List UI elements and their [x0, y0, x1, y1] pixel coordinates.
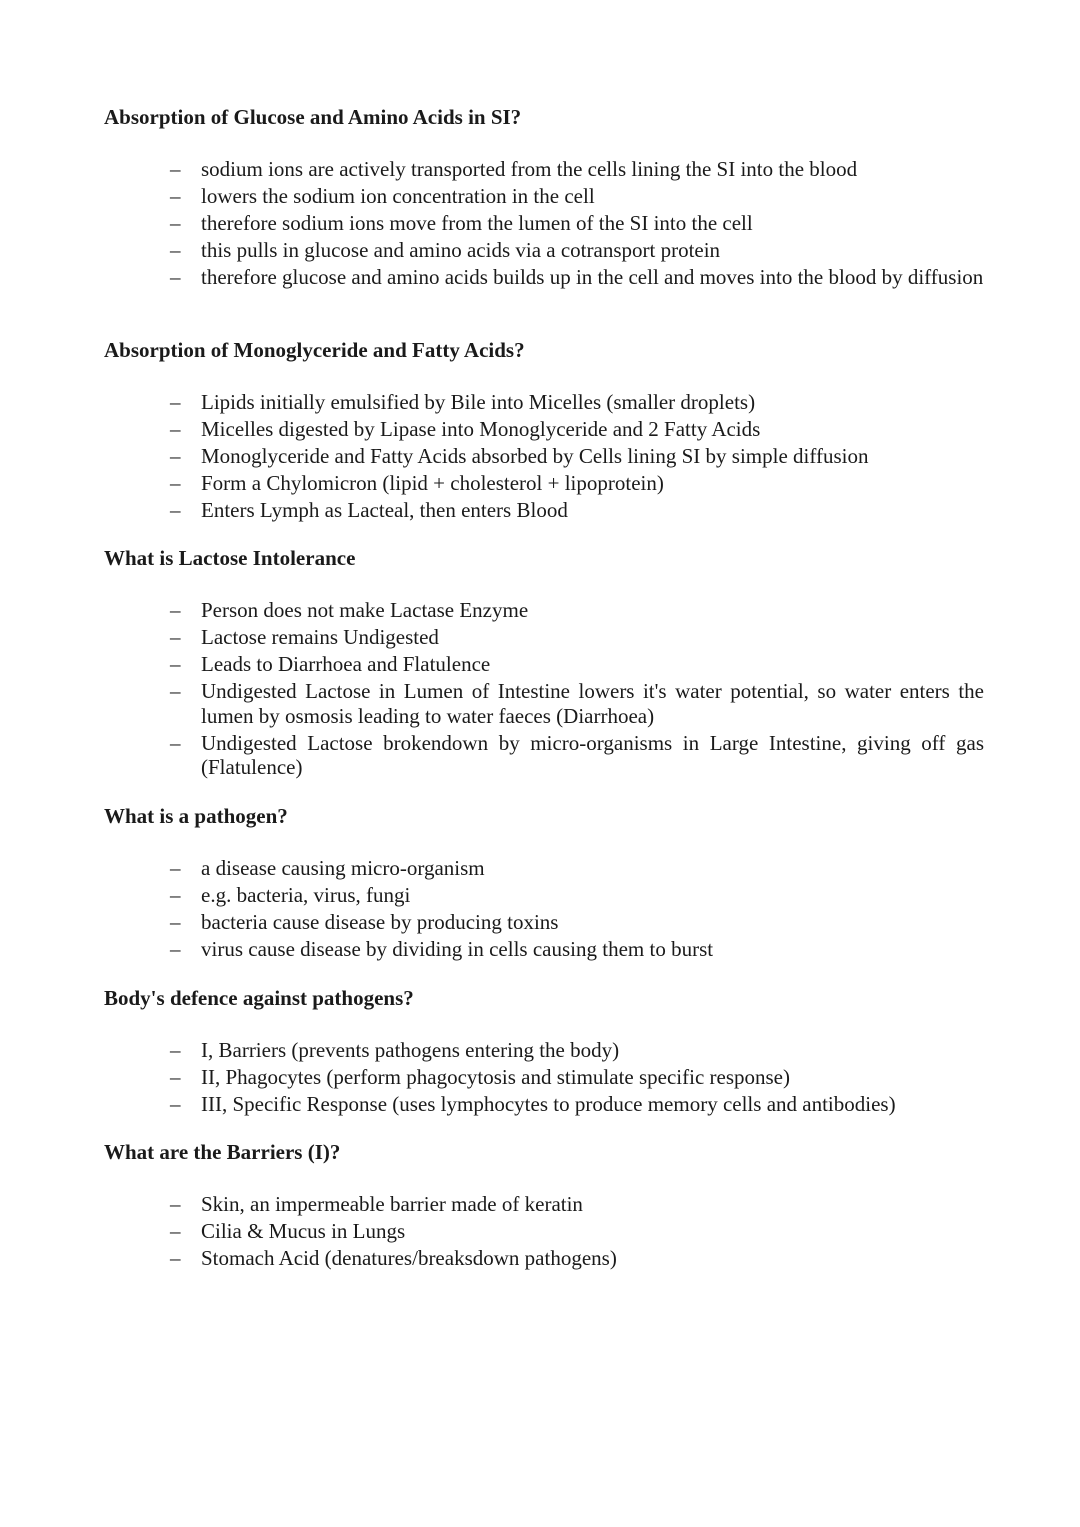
- list-item: [104, 598, 984, 623]
- list-item-text: a disease causing micro-organism: [201, 856, 485, 880]
- section-heading: What is Lactose Intolerance: [104, 546, 356, 570]
- list-item: [104, 238, 984, 263]
- list-item: [104, 679, 984, 728]
- list-item: [104, 417, 984, 442]
- list-item: [104, 1092, 984, 1117]
- bullet-dash: –: [170, 625, 181, 649]
- list-item-text: lowers the sodium ion concentration in the cell: [201, 184, 595, 208]
- list-item-text: sodium ions are actively transported from the cells lining the SI into the blood: [201, 157, 858, 181]
- section-pathogen-definition: [104, 803, 984, 964]
- list-item: [104, 498, 984, 523]
- list-item: [104, 265, 984, 290]
- list-item: [104, 625, 984, 650]
- bullet-dash: –: [170, 444, 181, 468]
- list-item-text: Micelles digested by Lipase into Monoglyceride and 2 Fatty Acids: [201, 417, 761, 441]
- bullet-dash: –: [170, 883, 181, 907]
- section-heading: What are the Barriers (I)?: [104, 1140, 341, 1164]
- list-item-text: Cilia & Mucus in Lungs: [201, 1219, 406, 1243]
- section-heading: Absorption of Glucose and Amino Acids in SI?: [104, 105, 522, 129]
- list-item-text: Undigested Lactose brokendown by micro-organisms in Large Intestine, giving off gas (Flatulence): [201, 730, 984, 779]
- list-item-text: Monoglyceride and Fatty Acids absorbed by Cells lining SI by simple diffusion: [201, 444, 869, 468]
- list-item: [104, 211, 984, 236]
- list-item: [104, 157, 984, 182]
- bullet-dash: –: [170, 184, 181, 208]
- list-item-text: III, Specific Response (uses lymphocytes to produce memory cells and antibodies): [201, 1092, 896, 1116]
- list-item: [104, 910, 984, 935]
- list-item-text: Enters Lymph as Lacteal, then enters Blood: [201, 498, 568, 522]
- list-item-text: virus cause disease by dividing in cells causing them to burst: [201, 937, 714, 961]
- bullet-list: [0, 598, 984, 780]
- section-body-defence: [104, 985, 984, 1119]
- list-item-text: bacteria cause disease by producing toxins: [201, 910, 559, 934]
- bullet-dash: –: [170, 1092, 181, 1116]
- bullet-dash: –: [170, 730, 181, 755]
- bullet-dash: –: [170, 157, 181, 181]
- list-item: [104, 471, 984, 496]
- list-item-text: Stomach Acid (denatures/breaksdown pathogens): [201, 1246, 617, 1270]
- bullet-list: [0, 856, 984, 962]
- bullet-dash: –: [170, 856, 181, 880]
- list-item-text: e.g. bacteria, virus, fungi: [201, 883, 411, 907]
- bullet-dash: –: [170, 417, 181, 441]
- list-item: [104, 856, 984, 881]
- list-item: [104, 731, 984, 780]
- list-item: [104, 883, 984, 908]
- list-item: [104, 937, 984, 962]
- list-item-text: Person does not make Lactase Enzyme: [201, 598, 529, 622]
- list-item: [104, 184, 984, 209]
- list-item: [104, 1192, 984, 1217]
- bullet-dash: –: [170, 910, 181, 934]
- list-item-text: Lipids initially emulsified by Bile into Micelles (smaller droplets): [201, 390, 756, 414]
- bullet-dash: –: [170, 679, 181, 703]
- bullet-list: [0, 1038, 984, 1117]
- section-lipid-absorption: [104, 337, 984, 525]
- list-item-text: Form a Chylomicron (lipid + cholesterol + lipoprotein): [201, 471, 664, 495]
- list-item-text: this pulls in glucose and amino acids via a cotransport protein: [201, 238, 721, 262]
- list-item-text: therefore glucose and amino acids builds up in the cell and moves into the blood by diffusion: [201, 265, 984, 289]
- list-item-text: Skin, an impermeable barrier made of keratin: [201, 1192, 583, 1216]
- list-item: [104, 1246, 984, 1271]
- section-heading: Body's defence against pathogens?: [104, 986, 414, 1010]
- list-item-text: Undigested Lactose in Lumen of Intestine lowers it's water potential, so water enters the lumen by osmosis leading to water faeces (Diarrhoea): [201, 679, 984, 728]
- list-item-text: Leads to Diarrhoea and Flatulence: [201, 652, 491, 676]
- bullet-list: [0, 1192, 984, 1271]
- list-item-text: Lactose remains Undigested: [201, 625, 439, 649]
- list-item: [104, 1065, 984, 1090]
- list-item-text: II, Phagocytes (perform phagocytosis and stimulate specific response): [201, 1065, 790, 1089]
- section-heading: Absorption of Monoglyceride and Fatty Acids?: [104, 338, 525, 362]
- bullet-dash: –: [170, 1065, 181, 1089]
- bullet-dash: –: [170, 238, 181, 262]
- section-heading: What is a pathogen?: [104, 804, 288, 828]
- bullet-list: [0, 157, 984, 290]
- bullet-list: [0, 390, 984, 523]
- bullet-dash: –: [170, 1246, 181, 1270]
- bullet-dash: –: [170, 1219, 181, 1243]
- bullet-dash: –: [170, 937, 181, 961]
- bullet-dash: –: [170, 471, 181, 495]
- section-glucose-absorption: [104, 104, 984, 292]
- list-item-text: I, Barriers (prevents pathogens entering the body): [201, 1038, 620, 1062]
- list-item: [104, 1219, 984, 1244]
- bullet-dash: –: [170, 652, 181, 676]
- bullet-dash: –: [170, 211, 181, 235]
- bullet-dash: –: [170, 598, 181, 622]
- section-barriers: [104, 1139, 984, 1273]
- bullet-dash: –: [170, 1192, 181, 1216]
- list-item: [104, 444, 984, 469]
- bullet-dash: –: [170, 498, 181, 522]
- bullet-dash: –: [170, 265, 181, 289]
- list-item: [104, 390, 984, 415]
- list-item: [104, 1038, 984, 1063]
- bullet-dash: –: [170, 390, 181, 414]
- bullet-dash: –: [170, 1038, 181, 1062]
- list-item: [104, 652, 984, 677]
- section-lactose-intolerance: [104, 545, 984, 782]
- list-item-text: therefore sodium ions move from the lumen of the SI into the cell: [201, 211, 753, 235]
